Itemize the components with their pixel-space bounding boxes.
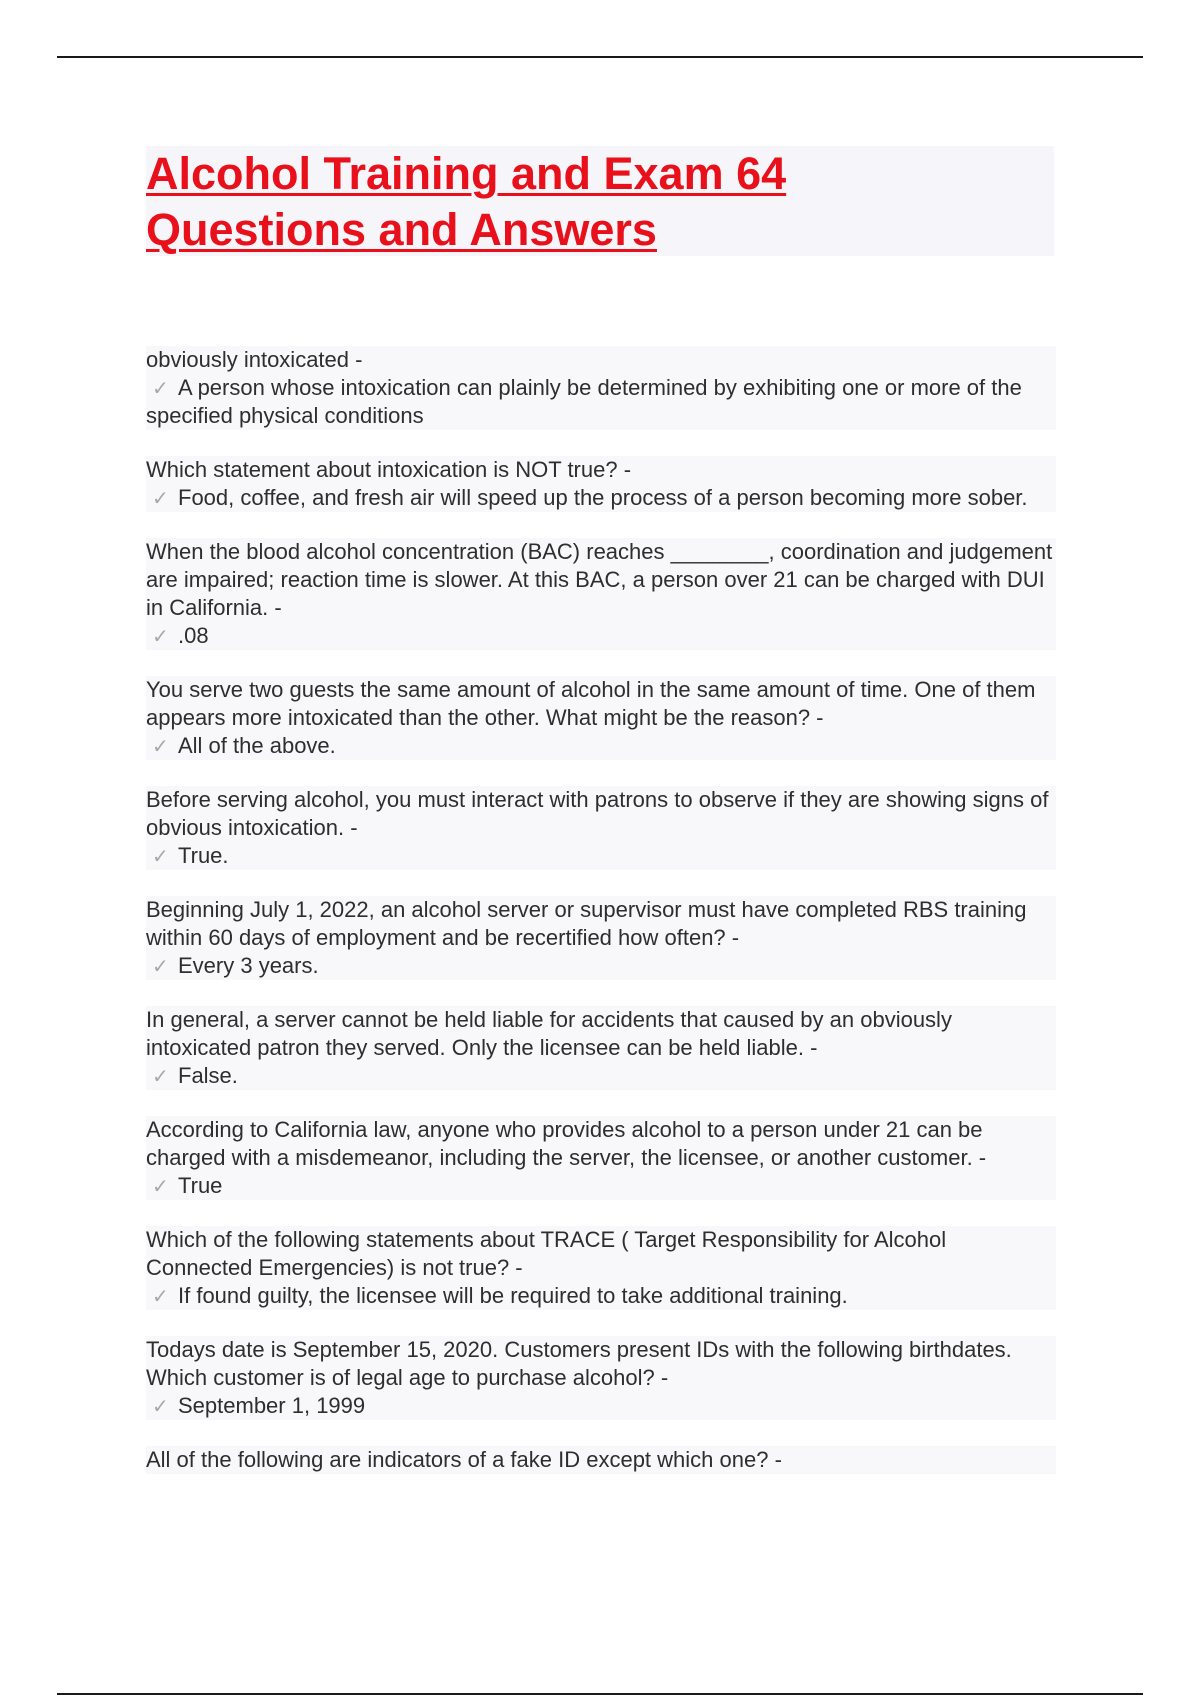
document-title: [146, 146, 1054, 258]
question-text: Todays date is September 15, 2020. Customers present IDs with the following birthdates. Which customer is of legal age to purchase alcohol? -: [146, 1337, 1012, 1390]
qa-item: [146, 1116, 1056, 1200]
top-rule: [57, 56, 1143, 58]
check-icon: ✓: [152, 1284, 169, 1308]
qa-item: [146, 346, 1056, 430]
answer-row: [146, 1392, 1056, 1420]
answer-text: False.: [178, 1063, 238, 1088]
qa-item: [146, 896, 1056, 980]
check-icon: ✓: [152, 844, 169, 868]
question-text: All of the following are indicators of a fake ID except which one? -: [146, 1447, 782, 1472]
question-text: Which statement about intoxication is NOT true? -: [146, 457, 632, 482]
qa-list: [146, 346, 1066, 1500]
answer-row: [146, 1062, 1056, 1090]
answer-row: [146, 732, 1056, 760]
qa-item: [146, 786, 1056, 870]
qa-item: [146, 538, 1056, 650]
qa-item: [146, 1006, 1056, 1090]
qa-item: [146, 1336, 1056, 1420]
question-text: According to California law, anyone who provides alcohol to a person under 21 can be charged with a misdemeanor, including the server, the licensee, or another customer. -: [146, 1117, 987, 1170]
check-icon: ✓: [152, 1064, 169, 1088]
answer-text: If found guilty, the licensee will be required to take additional training.: [178, 1283, 848, 1308]
question-text: When the blood alcohol concentration (BAC) reaches ________, coordination and judgement are impaired; reaction time is slower. At this BAC, a person over 21 can be charged with DUI in California. -: [146, 539, 1053, 620]
answer-text: Every 3 years.: [178, 953, 319, 978]
answer-text: .08: [178, 623, 209, 648]
question-text: obviously intoxicated -: [146, 347, 363, 372]
question-text: You serve two guests the same amount of alcohol in the same amount of time. One of them appears more intoxicated than the other. What might be the reason? -: [146, 677, 1036, 730]
check-icon: ✓: [152, 376, 169, 400]
title-line-1: Alcohol Training and Exam 64: [146, 148, 787, 199]
question-text: In general, a server cannot be held liable for accidents that caused by an obviously intoxicated patron they served. Only the licensee can be held liable. -: [146, 1007, 952, 1060]
answer-row: [146, 1282, 1056, 1310]
answer-text: All of the above.: [178, 733, 336, 758]
question-text: Before serving alcohol, you must interact with patrons to observe if they are showing signs of obvious intoxication. -: [146, 787, 1049, 840]
answer-row: [146, 842, 1056, 870]
answer-text: True: [178, 1173, 223, 1198]
check-icon: ✓: [152, 486, 169, 510]
check-icon: ✓: [152, 1394, 169, 1418]
bottom-rule: [57, 1693, 1143, 1695]
check-icon: ✓: [152, 954, 169, 978]
title-line-2: Questions and Answers: [146, 204, 657, 255]
question-text: Beginning July 1, 2022, an alcohol server or supervisor must have completed RBS training within 60 days of employment and be recertified how often? -: [146, 897, 1027, 950]
answer-text: Food, coffee, and fresh air will speed up the process of a person becoming more sober.: [178, 485, 1028, 510]
qa-item: [146, 1446, 1056, 1474]
answer-row: [146, 374, 1056, 430]
question-text: Which of the following statements about TRACE ( Target Responsibility for Alcohol Connected Emergencies) is not true? -: [146, 1227, 947, 1280]
check-icon: ✓: [152, 624, 169, 648]
answer-row: [146, 622, 1056, 650]
qa-item: [146, 456, 1056, 512]
check-icon: ✓: [152, 734, 169, 758]
qa-item: [146, 1226, 1056, 1310]
answer-row: [146, 1172, 1056, 1200]
answer-text: September 1, 1999: [178, 1393, 366, 1418]
answer-text: True.: [178, 843, 229, 868]
check-icon: ✓: [152, 1174, 169, 1198]
title-block: [146, 146, 1054, 256]
answer-row: [146, 952, 1056, 980]
qa-item: [146, 676, 1056, 760]
answer-text: A person whose intoxication can plainly be determined by exhibiting one or more of the specified physical conditions: [146, 375, 1022, 428]
answer-row: [146, 484, 1056, 512]
